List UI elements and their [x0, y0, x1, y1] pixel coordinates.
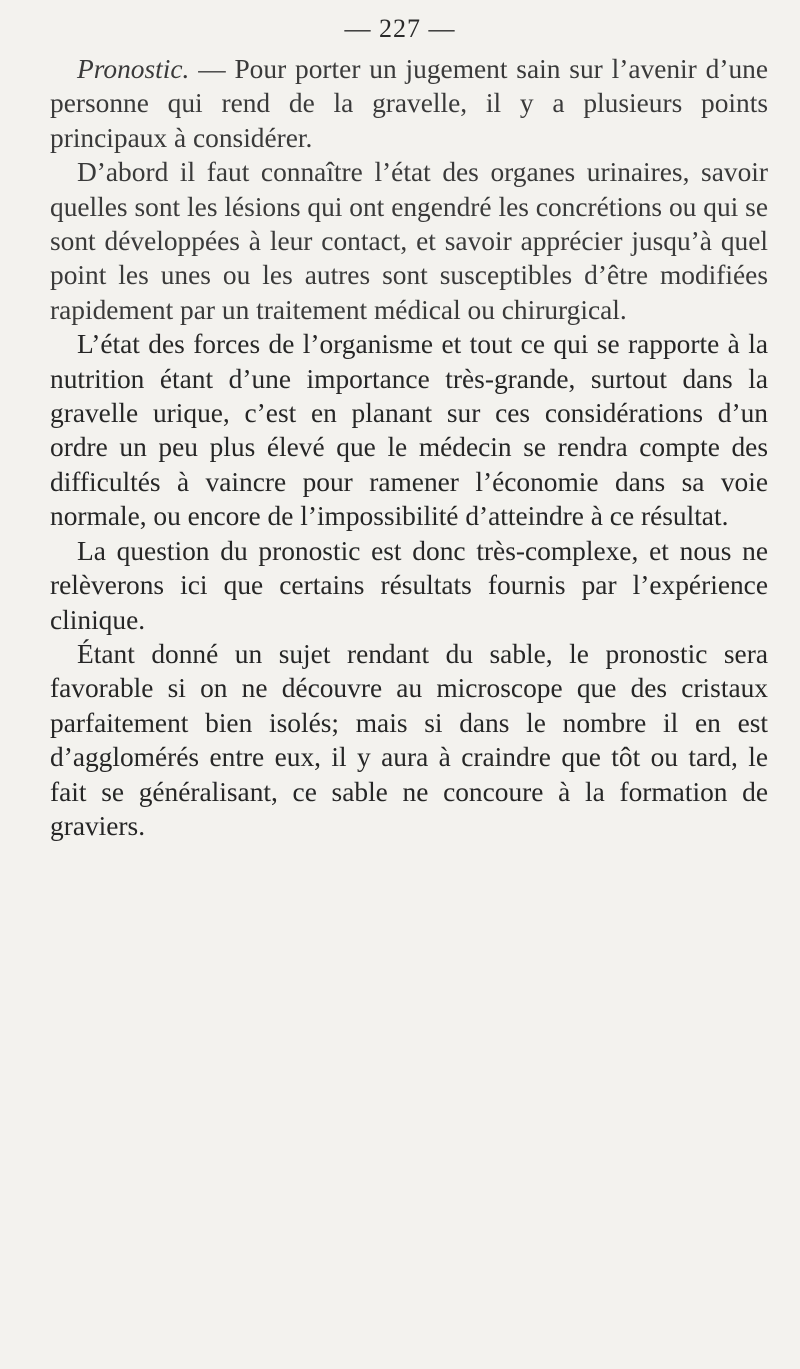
- page-body: [50, 52, 768, 843]
- paragraph: [50, 637, 768, 843]
- paragraph-text: D’abord il faut connaître l’état des organes urinaires, savoir quelles sont les lésions qui ont engendré les concrétions ou qui se sont développées à leur contact, et savoir apprécier jusqu’à quel point les unes ou les autres sont susceptibles d’être modifiées rapidement par un traitement médical ou chirurgical.: [50, 157, 768, 325]
- paragraph-text: — Pour porter un jugement sain sur l’avenir d’une personne qui rend de la gravelle, il y a plusieurs points principaux à considérer.: [50, 54, 768, 153]
- paragraph: [50, 327, 768, 533]
- paragraph-text: L’état des forces de l’organisme et tout ce qui se rapporte à la nutrition étant d’une importance très-grande, surtout dans la gravelle urique, c’est en planant sur ces considérations d’un ordre un peu plus élevé que le médecin se rendra compte des difficultés à vaincre pour ramener l’économie dans sa voie normale, ou encore de l’impossibilité d’atteindre à ce résultat.: [50, 329, 768, 532]
- paragraph-text: La question du pronostic est donc très-complexe, et nous ne relèverons ici que certains résultats fournis par l’expérience clinique.: [50, 535, 768, 635]
- paragraph-text: Étant donné un sujet rendant du sable, le pronostic sera favorable si on ne découvre au microscope que des cristaux parfaitement bien isolés; mais si dans le nombre il en est d’agglomérés entre eux, il y aura à craindre que tôt ou tard, le fait se généralisant, ce sable ne concoure à la formation de graviers.: [50, 638, 768, 841]
- paragraph: [50, 534, 768, 637]
- section-heading: Pronostic.: [77, 54, 190, 84]
- paragraph: [50, 155, 768, 327]
- paragraph-pronostic: [50, 52, 768, 155]
- page-number: — 227 —: [344, 14, 456, 43]
